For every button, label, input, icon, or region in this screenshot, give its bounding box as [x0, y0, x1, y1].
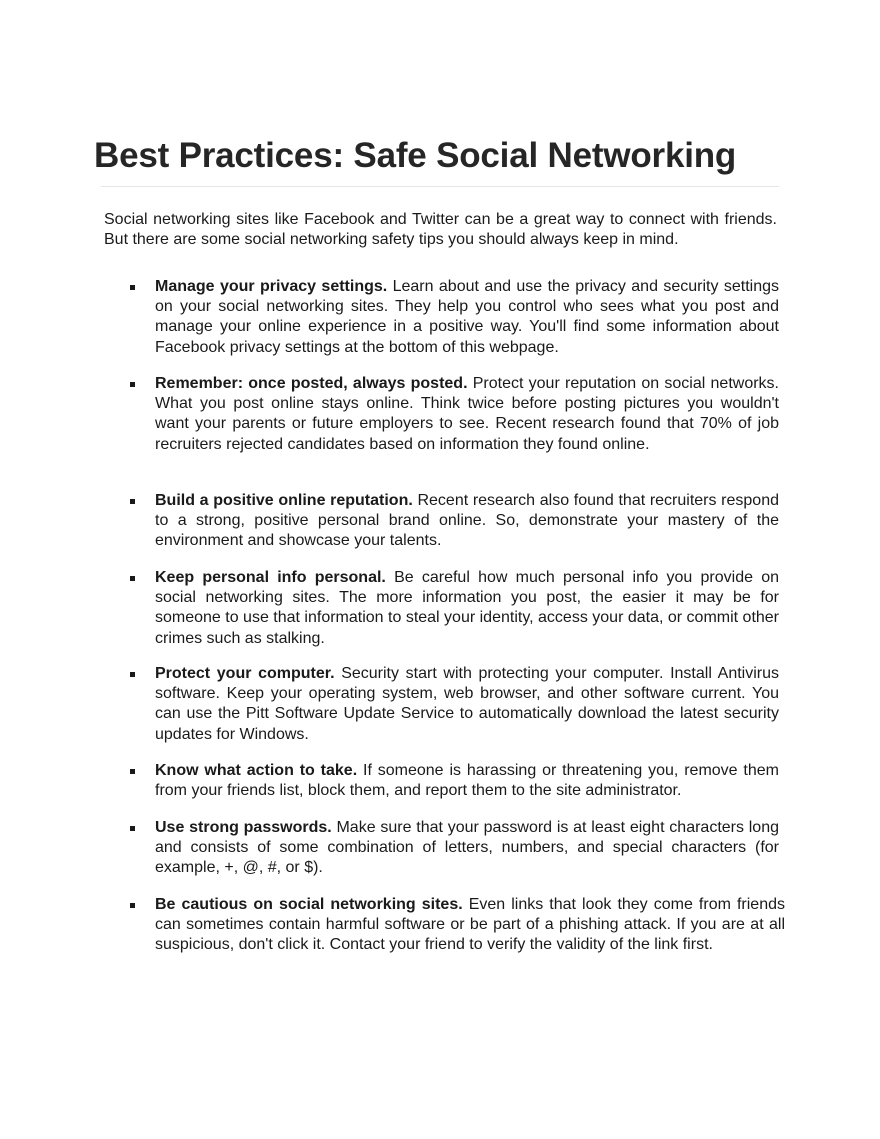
tip-item: [155, 568, 779, 649]
tip-lead: Keep personal info personal.: [155, 569, 395, 586]
bullet-marker: [130, 826, 135, 831]
tip-item: [155, 491, 779, 552]
tip-body: If someone is harassing or threatening you, remove them from your friends list, block them, and report them to the site administrator.: [155, 762, 780, 800]
tip-lead: Use strong passwords.: [155, 819, 337, 836]
tip-body: Recent research also found that recruiters respond to a strong, positive personal brand online. So, demonstrate your mastery of the environment and showcase your talents.: [155, 492, 779, 550]
tip-item: [155, 761, 779, 801]
tip-body: Security start with protecting your computer. Install Antivirus software. Keep your operating system, web browser, and other software current. You can use the Pitt Software Update Service to automatically download the latest security updates for Windows.: [155, 665, 780, 743]
tip-item: [155, 664, 779, 745]
intro-paragraph: Social networking sites like Facebook and Twitter can be a great way to connect with friends. But there are some social networking safety tips you should always keep in mind.: [104, 211, 777, 249]
bullet-marker: [130, 382, 135, 387]
title-divider: [101, 186, 779, 187]
tip-lead: Build a positive online reputation.: [155, 492, 418, 509]
bullet-marker: [130, 769, 135, 774]
tip-lead: Know what action to take.: [155, 762, 363, 779]
tip-body: Make sure that your password is at least eight characters long and consists of some combination of letters, numbers, and special characters (for example, +, @, #, or $).: [155, 819, 780, 877]
page-title: Best Practices: Safe Social Networking: [94, 136, 737, 175]
tip-lead: Protect your computer.: [155, 665, 342, 682]
tip-item: [155, 374, 779, 455]
tip-lead: Be cautious on social networking sites.: [155, 896, 469, 913]
bullet-marker: [130, 672, 135, 677]
tip-body: Be careful how much personal info you provide on social networking sites. The more information you post, the easier it may be for someone to use that information to steal your identity, access your data, or commit other crimes such as stalking.: [155, 569, 780, 647]
tip-lead: Remember: once posted, always posted.: [155, 375, 473, 392]
bullet-marker: [130, 285, 135, 290]
bullet-marker: [130, 903, 135, 908]
bullet-marker: [130, 576, 135, 581]
tip-item: [155, 895, 785, 956]
tip-body: Protect your reputation on social networks. What you post online stays online. Think twice before posting pictures you wouldn't want your parents or future employers to see. Recent research found that 70% of job recruiters rejected candidates based on information they found online.: [155, 375, 780, 453]
tip-body: Even links that look they come from friends can sometimes contain harmful software or be part of a phishing attack. If you are at all suspicious, don't click it. Contact your friend to verify the validity of the link first.: [155, 896, 785, 954]
bullet-marker: [130, 499, 135, 504]
tip-item: [155, 818, 779, 879]
tip-lead: Manage your privacy settings.: [155, 278, 393, 295]
tip-body: Learn about and use the privacy and security settings on your social networking sites. They help you control who sees what you post and manage your online experience in a positive way. You'll find some information about Facebook privacy settings at the bottom of this webpage.: [155, 278, 779, 356]
tip-item: [155, 277, 779, 358]
